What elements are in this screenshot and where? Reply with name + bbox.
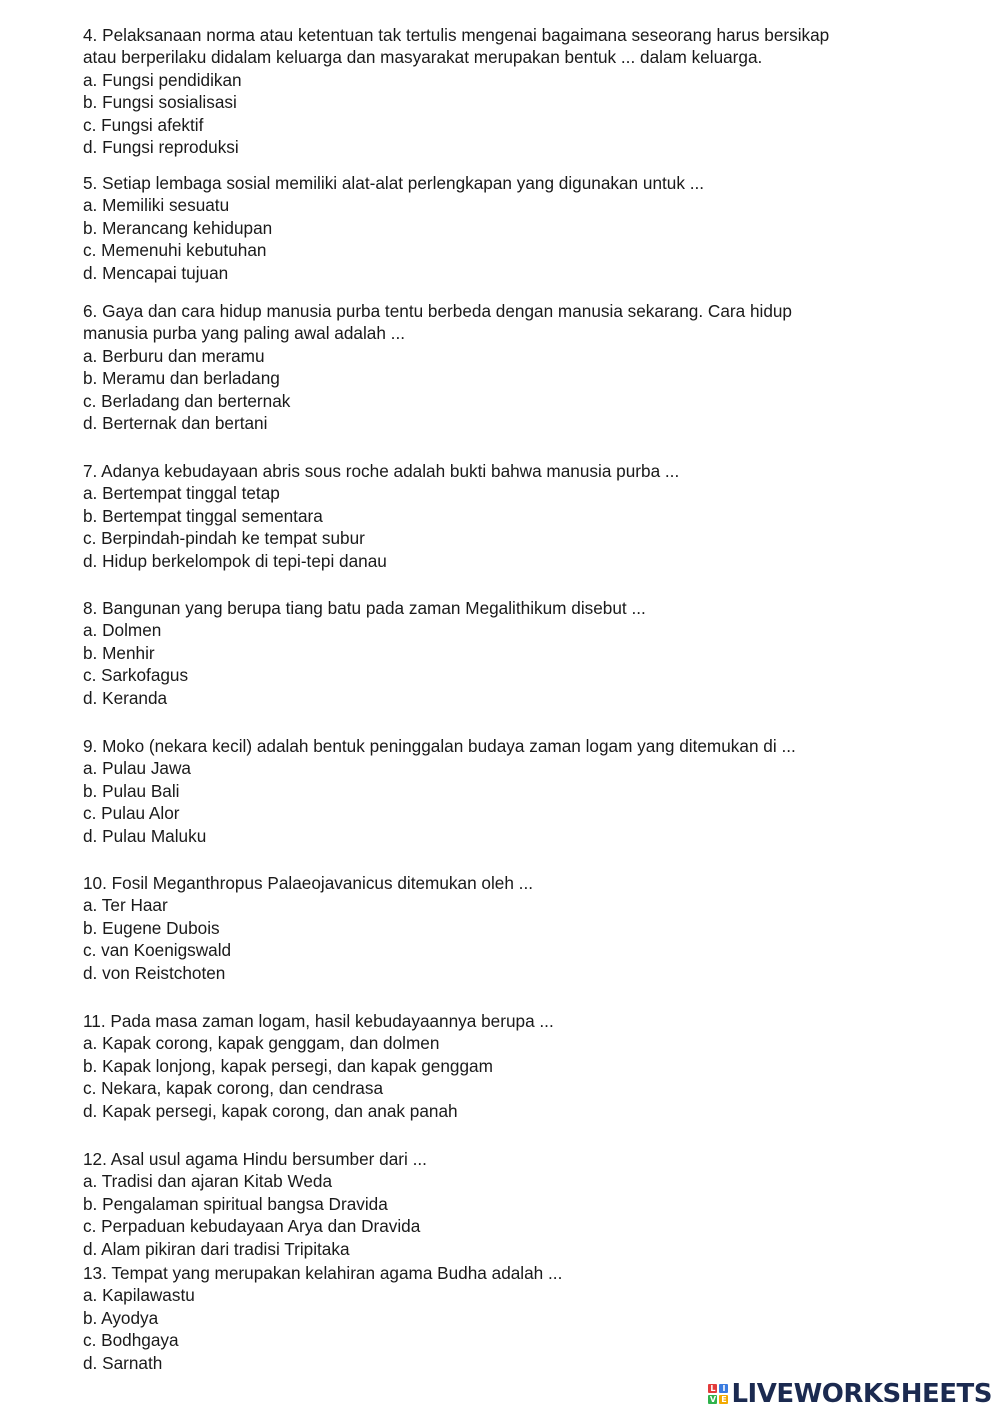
option-d: d. Fungsi reproduksi: [83, 137, 239, 158]
option-c: c. Pulau Alor: [83, 803, 180, 824]
option-c: c. Bodhgaya: [83, 1330, 179, 1351]
question-10: [83, 872, 963, 984]
question-stem-line: 12. Asal usul agama Hindu bersumber dari ...: [83, 1149, 427, 1169]
option-b: b. Menhir: [83, 642, 155, 663]
option-b: b. Kapak lonjong, kapak persegi, dan kapak genggam: [83, 1055, 493, 1076]
option-a: a. Kapak corong, kapak genggam, dan dolmen: [83, 1033, 440, 1054]
question-5: [83, 172, 963, 284]
question-stem-line: atau berperilaku didalam keluarga dan masyarakat merupakan bentuk ... dalam keluarga.: [83, 47, 763, 68]
option-b: b. Eugene Dubois: [83, 917, 220, 938]
question-stem-line: 5. Setiap lembaga sosial memiliki alat-alat perlengkapan yang digunakan untuk ...: [83, 173, 705, 193]
option-b: b. Pulau Bali: [83, 780, 180, 801]
logo-tile-i: I: [719, 1384, 728, 1393]
option-c: c. Memenuhi kebutuhan: [83, 240, 267, 261]
logo-wordmark: LIVEWORKSHEETS: [731, 1379, 992, 1409]
option-c: c. Fungsi afektif: [83, 114, 204, 135]
option-d: d. Hidup berkelompok di tepi-tepi danau: [83, 550, 387, 571]
option-b: b. Bertempat tinggal sementara: [83, 505, 323, 526]
logo-tile-l: L: [710, 1384, 716, 1393]
option-a: a. Bertempat tinggal tetap: [83, 483, 280, 504]
question-12: [83, 1148, 963, 1260]
option-a: a. Pulau Jawa: [83, 758, 191, 779]
option-c: c. Berpindah-pindah ke tempat subur: [83, 528, 365, 549]
question-stem-line: 10. Fosil Meganthropus Palaeojavanicus ditemukan oleh ...: [83, 873, 534, 893]
question-stem-line: 4. Pelaksanaan norma atau ketentuan tak tertulis mengenai bagaimana seseorang harus bersikap: [83, 25, 830, 45]
option-a: a. Fungsi pendidikan: [83, 69, 242, 90]
question-11: [83, 1010, 963, 1122]
question-6: [83, 300, 963, 434]
option-d: d. Pulau Maluku: [83, 825, 207, 846]
option-c: c. van Koenigswald: [83, 940, 232, 961]
option-c: c. Berladang dan berternak: [83, 390, 291, 411]
option-a: a. Dolmen: [83, 620, 162, 641]
option-a: a. Ter Haar: [83, 895, 168, 916]
option-a: a. Kapilawastu: [83, 1285, 195, 1306]
question-stem-line: 9. Moko (nekara kecil) adalah bentuk peninggalan budaya zaman logam yang ditemukan di ...: [83, 736, 796, 756]
question-4: [83, 24, 963, 158]
option-a: a. Berburu dan meramu: [83, 345, 265, 366]
option-b: b. Fungsi sosialisasi: [83, 92, 237, 113]
question-7: [83, 460, 963, 572]
question-stem-line: 13. Tempat yang merupakan kelahiran agama Budha adalah ...: [83, 1263, 563, 1283]
option-d: d. Alam pikiran dari tradisi Tripitaka: [83, 1238, 350, 1259]
option-a: a. Memiliki sesuatu: [83, 195, 230, 216]
question-stem-line: 6. Gaya dan cara hidup manusia purba tentu berbeda dengan manusia sekarang. Cara hidup: [83, 301, 792, 321]
logo-tile-v: V: [709, 1395, 717, 1404]
question-stem-line: manusia purba yang paling awal adalah ...: [83, 323, 406, 344]
option-d: d. Keranda: [83, 687, 168, 708]
question-stem-line: 8. Bangunan yang berupa tiang batu pada zaman Megalithikum disebut ...: [83, 598, 646, 618]
question-stem-line: 11. Pada masa zaman logam, hasil kebudayaannya berupa ...: [83, 1011, 554, 1031]
option-b: b. Meramu dan berladang: [83, 368, 280, 389]
option-d: d. Mencapai tujuan: [83, 262, 229, 283]
option-b: b. Ayodya: [83, 1307, 159, 1328]
question-8: [83, 597, 963, 709]
option-b: b. Pengalaman spiritual bangsa Dravida: [83, 1193, 388, 1214]
option-d: d. Kapak persegi, kapak corong, dan anak panah: [83, 1100, 458, 1121]
question-9: [83, 735, 963, 847]
question-13: [83, 1262, 963, 1374]
option-c: c. Nekara, kapak corong, dan cendrasa: [83, 1078, 384, 1099]
option-d: d. Sarnath: [83, 1352, 163, 1373]
option-b: b. Merancang kehidupan: [83, 217, 273, 238]
option-d: d. Berternak dan bertani: [83, 413, 268, 434]
logo-tile-icon: [708, 1384, 728, 1404]
liveworksheets-logo: [708, 1378, 992, 1410]
option-c: c. Perpaduan kebudayaan Arya dan Dravida: [83, 1216, 421, 1237]
option-c: c. Sarkofagus: [83, 665, 189, 686]
option-d: d. von Reistchoten: [83, 962, 226, 983]
question-stem-line: 7. Adanya kebudayaan abris sous roche adalah bukti bahwa manusia purba ...: [83, 461, 680, 481]
logo-tile-e: E: [721, 1395, 727, 1404]
option-a: a. Tradisi dan ajaran Kitab Weda: [83, 1171, 333, 1192]
